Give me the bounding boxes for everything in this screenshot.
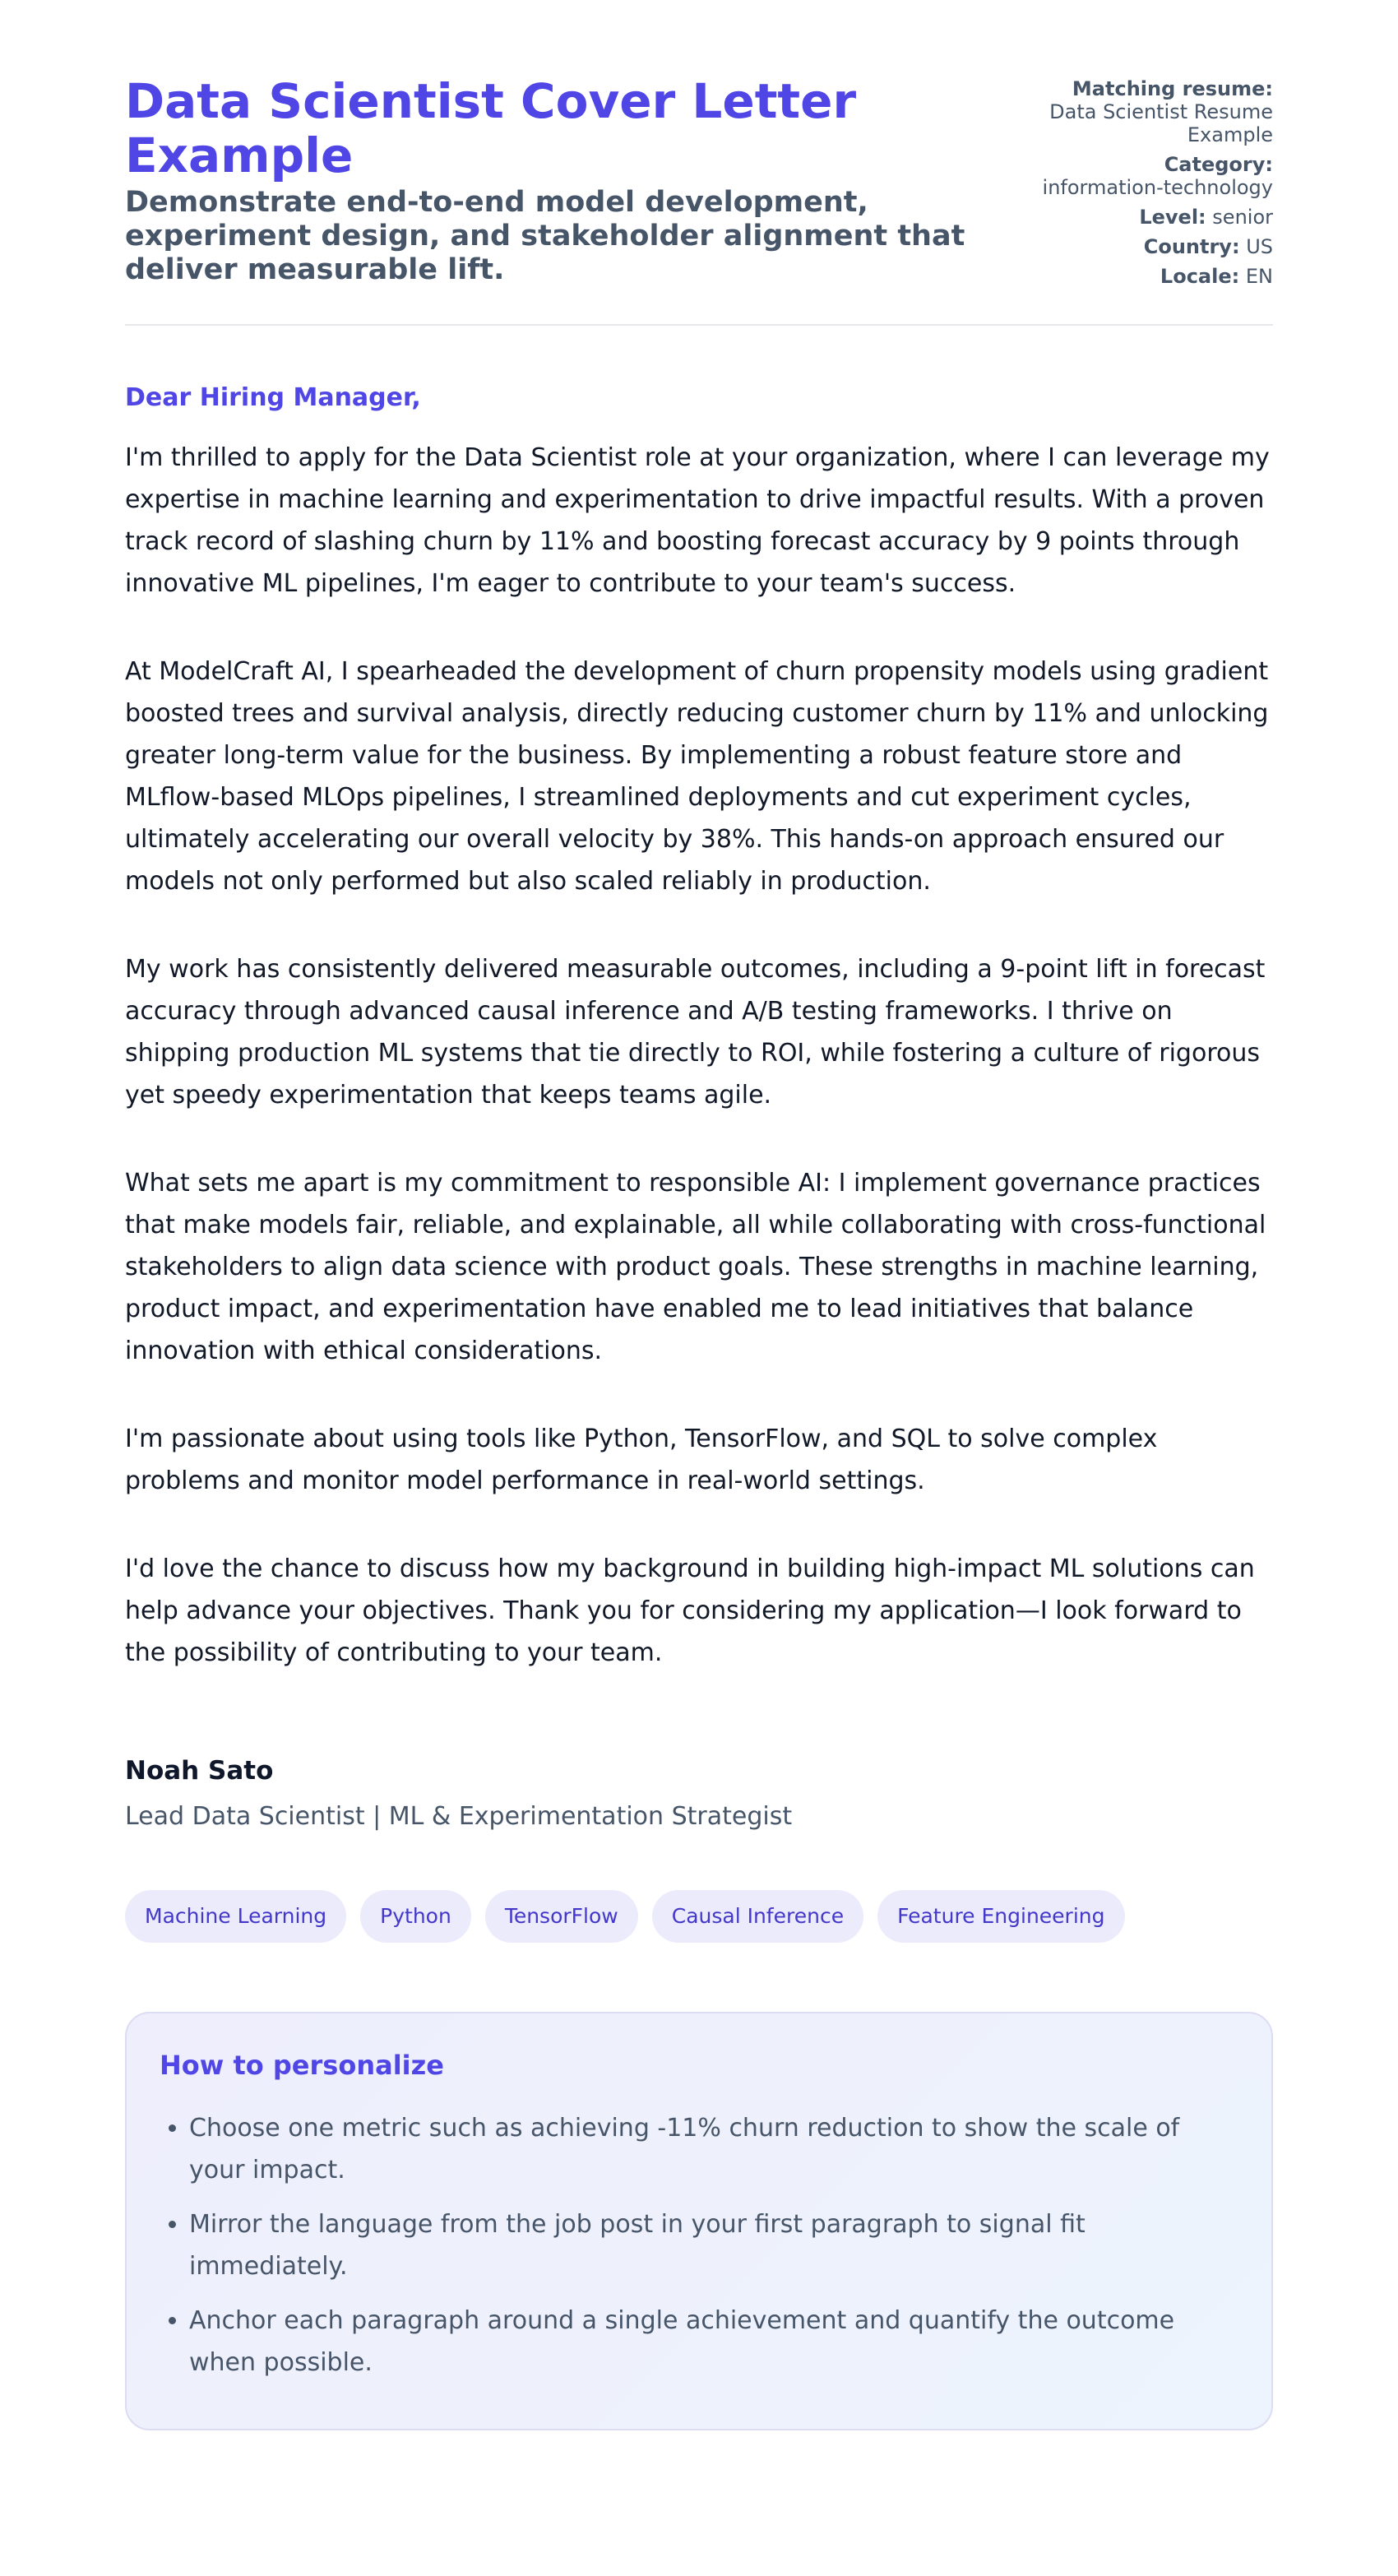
page-header <box>125 74 1273 326</box>
tip-item: • Choose one metric such as achieving -11% churn reduction to show the scale of your impact. <box>189 2107 1238 2191</box>
meta-country <box>1026 235 1273 258</box>
tips-title: How to personalize <box>160 2050 444 2081</box>
signature-name: Noah Sato <box>125 1756 274 1786</box>
meta-category <box>1026 153 1273 199</box>
meta-value: US <box>1246 235 1273 258</box>
meta-label: Matching resume: <box>1072 77 1273 100</box>
meta-value: EN <box>1245 265 1273 288</box>
skill-tags <box>125 1890 1273 1943</box>
letter-greeting: Dear Hiring Manager, <box>125 383 421 412</box>
skill-tag: Machine Learning <box>125 1890 346 1943</box>
signature-block <box>125 1756 1273 1831</box>
meta-label: Level: <box>1139 206 1206 229</box>
meta-value: information-technology <box>1042 176 1273 199</box>
skill-tag: Causal Inference <box>652 1890 863 1943</box>
meta-label: Country: <box>1143 235 1240 258</box>
letter-paragraph: I'd love the chance to discuss how my background in building high-impact ML solutions can help advance your objectives. Thank you for considering my application—I look forward to the possibility of contributing to your team. <box>125 1554 1255 1667</box>
signature-title: Lead Data Scientist | ML & Experimentation Strategist <box>125 1802 793 1831</box>
meta-label: Locale: <box>1160 265 1240 288</box>
meta-matching-resume <box>1026 77 1273 146</box>
letter-body <box>125 383 1273 1674</box>
skill-tag: TensorFlow <box>485 1890 638 1943</box>
skill-tag: Feature Engineering <box>877 1890 1124 1943</box>
skill-tag: Python <box>360 1890 471 1943</box>
meta-value: Data Scientist Resume Example <box>1049 100 1273 146</box>
letter-paragraph: I'm thrilled to apply for the Data Scientist role at your organization, where I can leverage my expertise in machine learning and experimentation to drive impactful results. With a proven track record of slashing churn by 11% and boosting forecast accuracy by 9 points through innovative ML pipelines, I'm eager to contribute to your team's success. <box>125 443 1270 598</box>
meta-locale <box>1026 265 1273 288</box>
meta-panel <box>1026 77 1273 294</box>
meta-value: senior <box>1212 206 1273 229</box>
page-title: Data Scientist Cover Letter Example <box>125 73 857 183</box>
meta-label: Category: <box>1164 153 1273 176</box>
header-titles <box>125 74 1013 287</box>
tips-list <box>160 2107 1238 2384</box>
page-subtitle: Demonstrate end-to-end model development, experiment design, and stakeholder alignment that deliver measurable lift. <box>125 186 965 286</box>
letter-paragraph: My work has consistently delivered measurable outcomes, including a 9-point lift in forecast accuracy through advanced causal inference and A/B testing frameworks. I thrive on shipping production ML systems that tie directly to ROI, while fostering a culture of rigorous yet speedy experimentation that keeps teams agile. <box>125 955 1266 1110</box>
meta-level <box>1026 206 1273 229</box>
tip-item: • Anchor each paragraph around a single achievement and quantify the outcome when possible. <box>189 2300 1238 2384</box>
letter-paragraph: At ModelCraft AI, I spearheaded the development of churn propensity models using gradient boosted trees and survival analysis, directly reducing customer churn by 11% and unlocking greater long-term value for the business. By implementing a robust feature store and MLflow-based MLOps pipelines, I streamlined deployments and cut experiment cycles, ultimately accelerating our overall velocity by 38%. This hands-on approach ensured our models not only performed but also scaled reliably in production. <box>125 657 1269 896</box>
letter-paragraph: I'm passionate about using tools like Python, TensorFlow, and SQL to solve complex problems and monitor model performance in real-world settings. <box>125 1425 1158 1495</box>
personalize-tips-box <box>125 2012 1273 2430</box>
letter-paragraph: What sets me apart is my commitment to responsible AI: I implement governance practices that make models fair, reliable, and explainable, all while collaborating with cross-functional stakeholders to align data science with product goals. These strengths in machine learning, product impact, and experimentation have enabled me to lead initiatives that balance innovation with ethical considerations. <box>125 1169 1266 1365</box>
tip-item: • Mirror the language from the job post in your first paragraph to signal fit immediately. <box>189 2203 1238 2287</box>
